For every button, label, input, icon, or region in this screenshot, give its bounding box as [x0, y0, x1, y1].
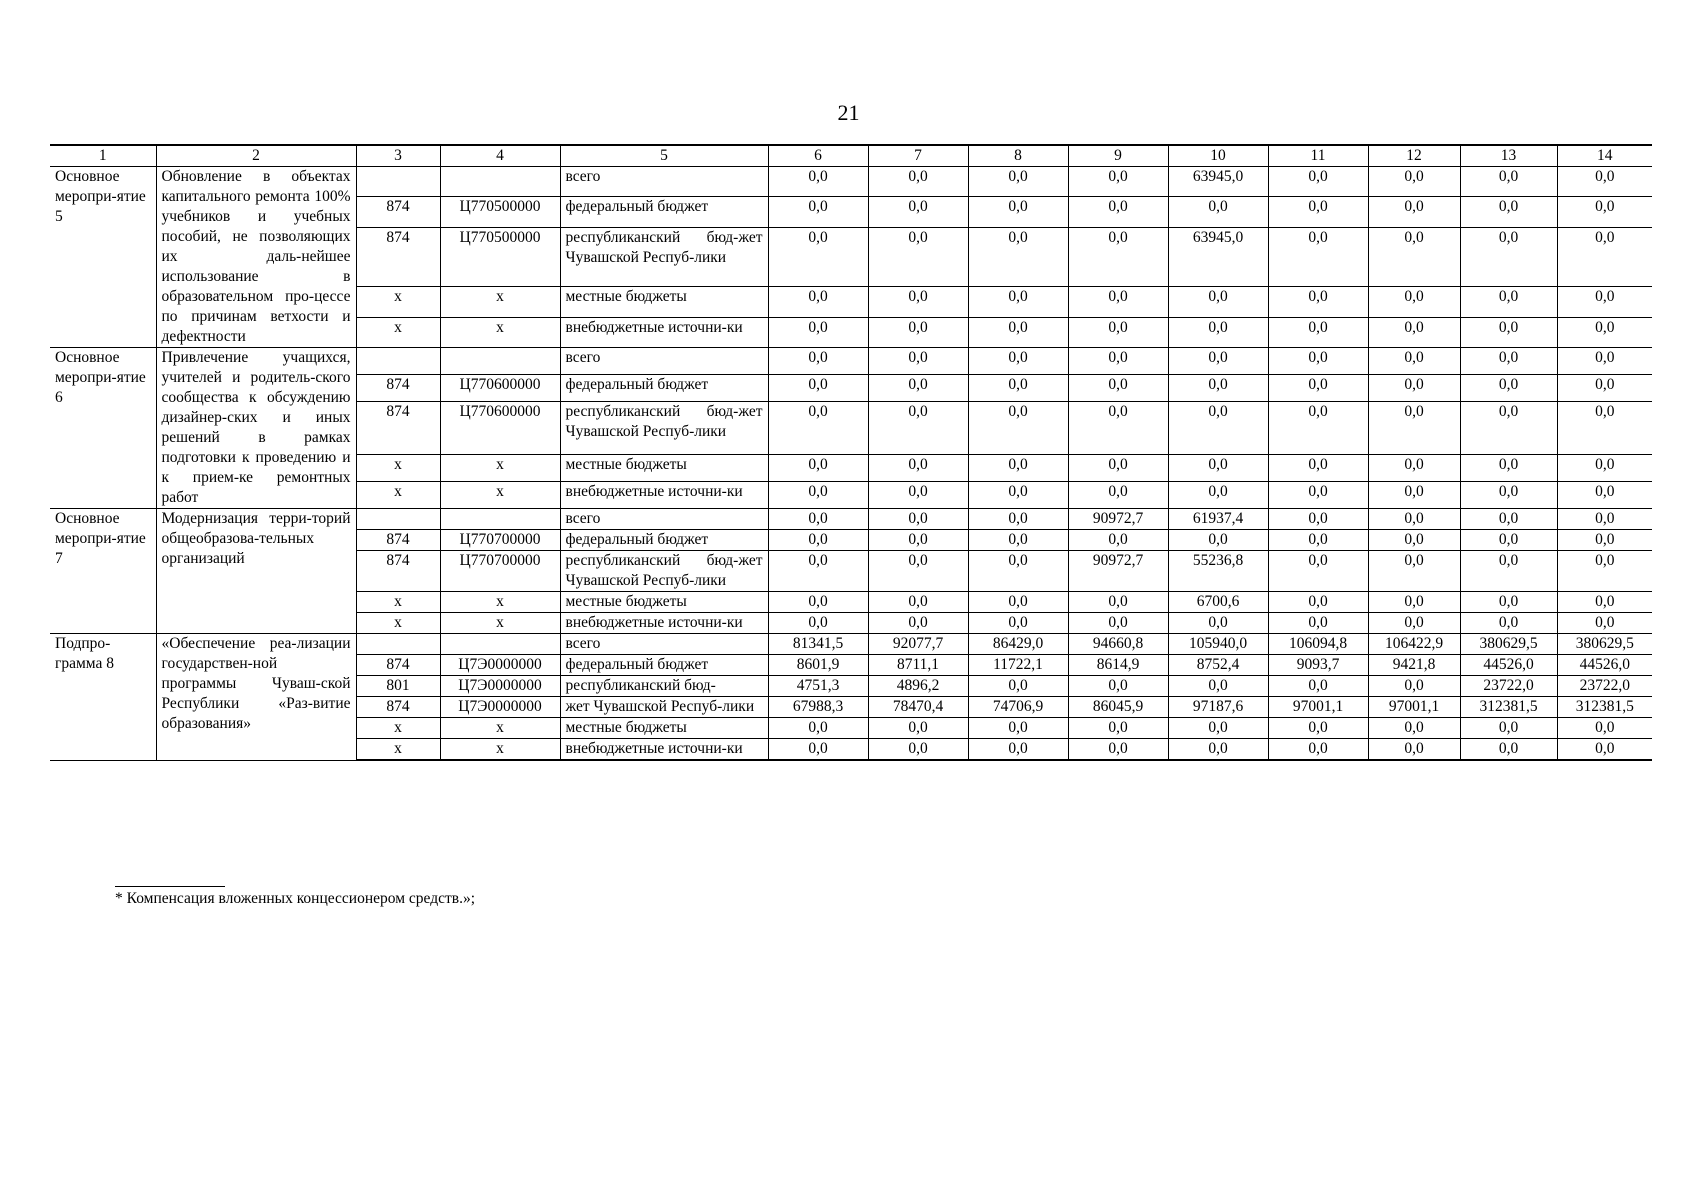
amount-cell: 0,0	[1460, 739, 1557, 761]
amount-cell: 0,0	[1368, 739, 1460, 761]
amount-cell: 0,0	[768, 613, 868, 634]
footnote: * Компенсация вложенных концессионером средств.»;	[115, 890, 476, 907]
amount-cell: 106422,9	[1368, 634, 1460, 655]
kbk-code-cell: х	[440, 613, 560, 634]
amount-cell: 0,0	[1268, 481, 1368, 508]
amount-cell: 0,0	[1557, 551, 1652, 592]
amount-cell: 0,0	[968, 375, 1068, 402]
funding-source-cell: всего	[560, 348, 768, 375]
column-header: 11	[1268, 145, 1368, 167]
amount-cell: 0,0	[1168, 287, 1268, 317]
kbk-code-cell: х	[440, 592, 560, 613]
amount-cell: 0,0	[1168, 375, 1268, 402]
grbs-code-cell: 874	[356, 551, 440, 592]
amount-cell: 0,0	[1557, 317, 1652, 347]
column-header: 13	[1460, 145, 1557, 167]
amount-cell: 92077,7	[868, 634, 968, 655]
amount-cell: 0,0	[1460, 167, 1557, 197]
kbk-code-cell	[440, 167, 560, 197]
amount-cell: 0,0	[1168, 718, 1268, 739]
amount-cell: 97001,1	[1268, 697, 1368, 718]
amount-cell: 0,0	[1368, 718, 1460, 739]
amount-cell: 0,0	[1460, 317, 1557, 347]
amount-cell: 0,0	[1268, 348, 1368, 375]
measure-name: Модернизация терри-торий общеобразова-тельных организаций	[156, 509, 356, 634]
amount-cell: 0,0	[1268, 454, 1368, 481]
amount-cell: 61937,4	[1168, 509, 1268, 530]
measure-label: Подпро-грамма 8	[50, 634, 156, 761]
amount-cell: 0,0	[1268, 197, 1368, 227]
amount-cell: 0,0	[1460, 509, 1557, 530]
amount-cell: 0,0	[1168, 613, 1268, 634]
funding-source-cell: республиканский бюд-жет Чувашской Респуб-лики	[560, 227, 768, 286]
amount-cell: 4896,2	[868, 676, 968, 697]
amount-cell: 0,0	[768, 718, 868, 739]
column-header: 8	[968, 145, 1068, 167]
amount-cell: 55236,8	[1168, 551, 1268, 592]
grbs-code-cell: х	[356, 454, 440, 481]
kbk-code-cell: х	[440, 718, 560, 739]
grbs-code-cell: 874	[356, 227, 440, 286]
amount-cell: 0,0	[1068, 530, 1168, 551]
amount-cell: 0,0	[768, 530, 868, 551]
amount-cell: 0,0	[1168, 197, 1268, 227]
amount-cell: 0,0	[1368, 613, 1460, 634]
amount-cell: 0,0	[968, 676, 1068, 697]
kbk-code-cell: х	[440, 481, 560, 508]
amount-cell: 0,0	[968, 317, 1068, 347]
amount-cell: 0,0	[1460, 402, 1557, 455]
amount-cell: 0,0	[768, 454, 868, 481]
column-header: 3	[356, 145, 440, 167]
amount-cell: 44526,0	[1460, 655, 1557, 676]
amount-cell: 0,0	[768, 227, 868, 286]
amount-cell: 0,0	[1557, 592, 1652, 613]
amount-cell: 0,0	[968, 287, 1068, 317]
amount-cell: 0,0	[1168, 530, 1268, 551]
amount-cell: 0,0	[1460, 592, 1557, 613]
grbs-code-cell	[356, 634, 440, 655]
amount-cell: 0,0	[1068, 481, 1168, 508]
amount-cell: 0,0	[868, 739, 968, 761]
amount-cell: 0,0	[1460, 481, 1557, 508]
amount-cell: 0,0	[1460, 454, 1557, 481]
amount-cell: 0,0	[868, 287, 968, 317]
table-row	[50, 634, 1652, 655]
amount-cell: 0,0	[1268, 676, 1368, 697]
header-row	[50, 145, 1652, 167]
amount-cell: 97001,1	[1368, 697, 1460, 718]
table-row	[50, 509, 1652, 530]
column-header: 7	[868, 145, 968, 167]
funding-source-cell: внебюджетные источни-ки	[560, 317, 768, 347]
funding-source-cell: всего	[560, 509, 768, 530]
amount-cell: 0,0	[1068, 348, 1168, 375]
kbk-code-cell: х	[440, 287, 560, 317]
measure-label: Основное меропри-ятие 6	[50, 348, 156, 509]
grbs-code-cell: х	[356, 592, 440, 613]
amount-cell: 0,0	[968, 592, 1068, 613]
grbs-code-cell	[356, 167, 440, 197]
kbk-code-cell: Ц770700000	[440, 530, 560, 551]
grbs-code-cell: х	[356, 739, 440, 761]
amount-cell: 0,0	[1268, 739, 1368, 761]
amount-cell: 0,0	[1368, 592, 1460, 613]
amount-cell: 0,0	[768, 402, 868, 455]
amount-cell: 86429,0	[968, 634, 1068, 655]
table-row	[50, 348, 1652, 375]
amount-cell: 0,0	[968, 509, 1068, 530]
measure-name: Привлечение учащихся, учителей и родитель-ского сообщества к обсуждению дизайнер-ских и иных решений в рамках подготовки к проведению и к прием-ке ремонтных работ	[156, 348, 356, 509]
amount-cell: 0,0	[1557, 348, 1652, 375]
amount-cell: 0,0	[768, 739, 868, 761]
funding-source-cell: республиканский бюд-жет Чувашской Респуб-лики	[560, 402, 768, 455]
amount-cell: 0,0	[1557, 197, 1652, 227]
amount-cell: 0,0	[1368, 551, 1460, 592]
amount-cell: 0,0	[1368, 197, 1460, 227]
amount-cell: 0,0	[768, 317, 868, 347]
amount-cell: 0,0	[1557, 718, 1652, 739]
amount-cell: 0,0	[1168, 348, 1268, 375]
amount-cell: 0,0	[1368, 287, 1460, 317]
kbk-code-cell: х	[440, 317, 560, 347]
amount-cell: 0,0	[768, 197, 868, 227]
amount-cell: 0,0	[1557, 375, 1652, 402]
amount-cell: 63945,0	[1168, 227, 1268, 286]
amount-cell: 0,0	[868, 375, 968, 402]
amount-cell: 0,0	[1368, 227, 1460, 286]
measure-label: Основное меропри-ятие 5	[50, 167, 156, 348]
kbk-code-cell: Ц7Э0000000	[440, 655, 560, 676]
amount-cell: 0,0	[1268, 167, 1368, 197]
amount-cell: 0,0	[968, 613, 1068, 634]
amount-cell: 63945,0	[1168, 167, 1268, 197]
amount-cell: 380629,5	[1557, 634, 1652, 655]
amount-cell: 81341,5	[768, 634, 868, 655]
amount-cell: 0,0	[1068, 167, 1168, 197]
kbk-code-cell	[440, 634, 560, 655]
funding-source-cell: местные бюджеты	[560, 287, 768, 317]
amount-cell: 0,0	[768, 481, 868, 508]
amount-cell: 0,0	[768, 167, 868, 197]
grbs-code-cell: х	[356, 481, 440, 508]
amount-cell: 0,0	[868, 167, 968, 197]
amount-cell: 0,0	[1557, 509, 1652, 530]
amount-cell: 0,0	[1460, 348, 1557, 375]
amount-cell: 0,0	[1368, 317, 1460, 347]
amount-cell: 0,0	[1268, 718, 1368, 739]
amount-cell: 0,0	[1557, 739, 1652, 761]
amount-cell: 8601,9	[768, 655, 868, 676]
amount-cell: 90972,7	[1068, 551, 1168, 592]
amount-cell: 0,0	[1557, 454, 1652, 481]
amount-cell: 78470,4	[868, 697, 968, 718]
grbs-code-cell: 874	[356, 530, 440, 551]
amount-cell: 0,0	[868, 317, 968, 347]
funding-source-cell: федеральный бюджет	[560, 375, 768, 402]
amount-cell: 0,0	[1460, 551, 1557, 592]
grbs-code-cell: х	[356, 613, 440, 634]
amount-cell: 0,0	[968, 454, 1068, 481]
amount-cell: 86045,9	[1068, 697, 1168, 718]
funding-source-cell: местные бюджеты	[560, 592, 768, 613]
funding-source-cell: всего	[560, 167, 768, 197]
table-body	[50, 167, 1652, 761]
amount-cell: 0,0	[868, 348, 968, 375]
amount-cell: 0,0	[1168, 481, 1268, 508]
amount-cell: 9093,7	[1268, 655, 1368, 676]
amount-cell: 0,0	[768, 348, 868, 375]
amount-cell: 0,0	[868, 592, 968, 613]
amount-cell: 0,0	[1168, 317, 1268, 347]
amount-cell: 0,0	[1368, 530, 1460, 551]
column-header: 9	[1068, 145, 1168, 167]
amount-cell: 0,0	[1368, 375, 1460, 402]
amount-cell: 0,0	[1460, 375, 1557, 402]
amount-cell: 0,0	[1268, 551, 1368, 592]
column-header: 1	[50, 145, 156, 167]
amount-cell: 0,0	[868, 551, 968, 592]
amount-cell: 0,0	[1168, 402, 1268, 455]
amount-cell: 0,0	[768, 287, 868, 317]
amount-cell: 0,0	[1168, 739, 1268, 761]
column-header: 2	[156, 145, 356, 167]
amount-cell: 90972,7	[1068, 509, 1168, 530]
grbs-code-cell: х	[356, 317, 440, 347]
amount-cell: 106094,8	[1268, 634, 1368, 655]
amount-cell: 8614,9	[1068, 655, 1168, 676]
amount-cell: 0,0	[1268, 375, 1368, 402]
amount-cell: 8711,1	[868, 655, 968, 676]
amount-cell: 0,0	[768, 592, 868, 613]
measure-name: «Обеспечение реа-лизации государствен-ной программы Чуваш-ской Республики «Раз-витие образования»	[156, 634, 356, 761]
amount-cell: 0,0	[1268, 402, 1368, 455]
amount-cell: 312381,5	[1557, 697, 1652, 718]
kbk-code-cell: Ц7Э0000000	[440, 676, 560, 697]
amount-cell: 0,0	[1068, 317, 1168, 347]
grbs-code-cell: 874	[356, 197, 440, 227]
amount-cell: 0,0	[1268, 227, 1368, 286]
amount-cell: 0,0	[1068, 592, 1168, 613]
amount-cell: 6700,6	[1168, 592, 1268, 613]
page-number: 21	[837, 100, 860, 125]
amount-cell: 0,0	[868, 509, 968, 530]
amount-cell: 0,0	[768, 509, 868, 530]
kbk-code-cell: Ц770600000	[440, 375, 560, 402]
amount-cell: 0,0	[1068, 375, 1168, 402]
funding-source-cell: республиканский бюд-жет Чувашской Респуб-лики	[560, 551, 768, 592]
column-header: 14	[1557, 145, 1652, 167]
amount-cell: 0,0	[968, 530, 1068, 551]
amount-cell: 0,0	[868, 718, 968, 739]
funding-source-cell: жет Чувашской Респуб-лики	[560, 697, 768, 718]
amount-cell: 0,0	[1368, 509, 1460, 530]
kbk-code-cell	[440, 348, 560, 375]
amount-cell: 23722,0	[1557, 676, 1652, 697]
amount-cell: 0,0	[1268, 287, 1368, 317]
amount-cell: 0,0	[868, 197, 968, 227]
amount-cell: 0,0	[1460, 197, 1557, 227]
amount-cell: 0,0	[1068, 739, 1168, 761]
amount-cell: 0,0	[1368, 676, 1460, 697]
amount-cell: 0,0	[968, 739, 1068, 761]
amount-cell: 0,0	[1460, 530, 1557, 551]
grbs-code-cell	[356, 509, 440, 530]
amount-cell: 0,0	[1557, 167, 1652, 197]
table-header	[50, 145, 1652, 167]
amount-cell: 0,0	[968, 167, 1068, 197]
amount-cell: 0,0	[968, 348, 1068, 375]
amount-cell: 0,0	[1368, 348, 1460, 375]
amount-cell: 0,0	[868, 613, 968, 634]
kbk-code-cell: Ц770600000	[440, 402, 560, 455]
amount-cell: 0,0	[1557, 530, 1652, 551]
grbs-code-cell	[356, 348, 440, 375]
amount-cell: 0,0	[968, 718, 1068, 739]
funding-source-cell: всего	[560, 634, 768, 655]
kbk-code-cell: Ц770700000	[440, 551, 560, 592]
amount-cell: 0,0	[1368, 167, 1460, 197]
grbs-code-cell: 801	[356, 676, 440, 697]
amount-cell: 380629,5	[1460, 634, 1557, 655]
amount-cell: 94660,8	[1068, 634, 1168, 655]
amount-cell: 0,0	[1068, 197, 1168, 227]
kbk-code-cell: Ц770500000	[440, 197, 560, 227]
amount-cell: 0,0	[1557, 613, 1652, 634]
amount-cell: 23722,0	[1460, 676, 1557, 697]
amount-cell: 0,0	[968, 402, 1068, 455]
amount-cell: 0,0	[968, 227, 1068, 286]
amount-cell: 0,0	[1268, 317, 1368, 347]
amount-cell: 0,0	[968, 197, 1068, 227]
column-header: 12	[1368, 145, 1460, 167]
amount-cell: 0,0	[1460, 287, 1557, 317]
budget-table	[50, 144, 1652, 761]
kbk-code-cell: х	[440, 739, 560, 761]
amount-cell: 0,0	[1460, 227, 1557, 286]
amount-cell: 0,0	[1368, 481, 1460, 508]
column-header: 10	[1168, 145, 1268, 167]
amount-cell: 0,0	[768, 551, 868, 592]
amount-cell: 0,0	[1168, 676, 1268, 697]
amount-cell: 8752,4	[1168, 655, 1268, 676]
amount-cell: 0,0	[1168, 454, 1268, 481]
amount-cell: 0,0	[868, 227, 968, 286]
amount-cell: 0,0	[1557, 287, 1652, 317]
amount-cell: 0,0	[1368, 402, 1460, 455]
funding-source-cell: республиканский бюд-	[560, 676, 768, 697]
funding-source-cell: местные бюджеты	[560, 454, 768, 481]
table-row	[50, 167, 1652, 197]
amount-cell: 0,0	[868, 530, 968, 551]
amount-cell: 0,0	[1557, 227, 1652, 286]
amount-cell: 0,0	[1068, 402, 1168, 455]
amount-cell: 67988,3	[768, 697, 868, 718]
amount-cell: 0,0	[1068, 287, 1168, 317]
amount-cell: 0,0	[1368, 454, 1460, 481]
grbs-code-cell: 874	[356, 375, 440, 402]
amount-cell: 0,0	[768, 375, 868, 402]
amount-cell: 0,0	[1068, 227, 1168, 286]
funding-source-cell: внебюджетные источни-ки	[560, 613, 768, 634]
footnote-rule	[115, 886, 225, 887]
kbk-code-cell: Ц770500000	[440, 227, 560, 286]
amount-cell: 0,0	[1068, 454, 1168, 481]
column-header: 6	[768, 145, 868, 167]
amount-cell: 0,0	[868, 481, 968, 508]
amount-cell: 105940,0	[1168, 634, 1268, 655]
measure-name: Обновление в объектах капитального ремонта 100% учебников и учебных пособий, не позволяющих их даль-нейшее использование в образовательном про-цессе по причинам ветхости и дефектности	[156, 167, 356, 348]
amount-cell: 74706,9	[968, 697, 1068, 718]
column-header: 4	[440, 145, 560, 167]
amount-cell: 0,0	[968, 551, 1068, 592]
amount-cell: 0,0	[1068, 676, 1168, 697]
funding-source-cell: федеральный бюджет	[560, 655, 768, 676]
grbs-code-cell: 874	[356, 655, 440, 676]
amount-cell: 0,0	[1268, 592, 1368, 613]
amount-cell: 4751,3	[768, 676, 868, 697]
amount-cell: 9421,8	[1368, 655, 1460, 676]
amount-cell: 0,0	[1268, 530, 1368, 551]
amount-cell: 0,0	[1068, 718, 1168, 739]
funding-source-cell: федеральный бюджет	[560, 530, 768, 551]
funding-source-cell: федеральный бюджет	[560, 197, 768, 227]
amount-cell: 0,0	[1460, 718, 1557, 739]
amount-cell: 97187,6	[1168, 697, 1268, 718]
grbs-code-cell: 874	[356, 697, 440, 718]
grbs-code-cell: 874	[356, 402, 440, 455]
amount-cell: 0,0	[968, 481, 1068, 508]
amount-cell: 0,0	[1557, 481, 1652, 508]
amount-cell: 312381,5	[1460, 697, 1557, 718]
column-header: 5	[560, 145, 768, 167]
amount-cell: 0,0	[1268, 509, 1368, 530]
amount-cell: 0,0	[868, 402, 968, 455]
amount-cell: 0,0	[868, 454, 968, 481]
funding-source-cell: местные бюджеты	[560, 718, 768, 739]
amount-cell: 11722,1	[968, 655, 1068, 676]
kbk-code-cell: Ц7Э0000000	[440, 697, 560, 718]
amount-cell: 44526,0	[1557, 655, 1652, 676]
grbs-code-cell: х	[356, 718, 440, 739]
funding-source-cell: внебюджетные источни-ки	[560, 481, 768, 508]
measure-label: Основное меропри-ятие 7	[50, 509, 156, 634]
amount-cell: 0,0	[1557, 402, 1652, 455]
grbs-code-cell: х	[356, 287, 440, 317]
amount-cell: 0,0	[1268, 613, 1368, 634]
amount-cell: 0,0	[1068, 613, 1168, 634]
amount-cell: 0,0	[1460, 613, 1557, 634]
kbk-code-cell: х	[440, 454, 560, 481]
kbk-code-cell	[440, 509, 560, 530]
funding-source-cell: внебюджетные источни-ки	[560, 739, 768, 761]
